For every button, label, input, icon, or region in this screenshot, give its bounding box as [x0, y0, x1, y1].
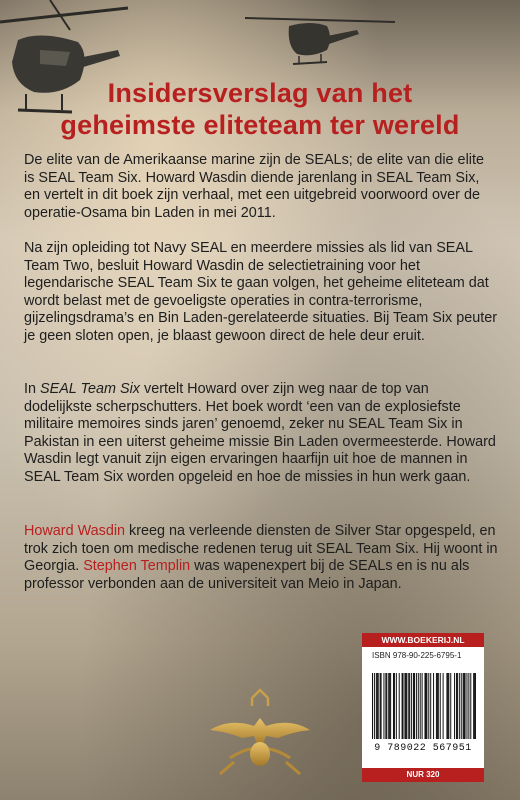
headline	[0, 77, 520, 141]
barcode-bar	[393, 673, 394, 739]
barcode-digits: 9 789022 567951	[374, 743, 472, 754]
helicopter-right-icon	[245, 2, 395, 72]
barcode-bar	[414, 673, 415, 739]
barcode-bar	[411, 673, 412, 739]
barcode-bar	[428, 673, 429, 739]
barcode-bar	[454, 673, 455, 739]
eagle-trident-emblem-icon	[200, 688, 320, 788]
barcode-bar	[390, 673, 391, 739]
nur-label: NUR 320	[362, 768, 484, 782]
barcode-bar	[377, 673, 378, 739]
author-bio-templin: was wapenexpert bij de SEALs en is nu als professor verbonden aan de universiteit van Meio in Japan.	[24, 558, 470, 592]
barcode-bar	[466, 673, 467, 739]
barcode-bar	[374, 673, 375, 739]
barcode-bar	[388, 673, 389, 739]
barcode-bar	[389, 673, 390, 739]
barcode-bar	[474, 673, 475, 739]
barcode-bar	[383, 673, 384, 739]
headline-line-1: Insidersverslag van het	[107, 78, 413, 108]
barcode-bar	[402, 673, 403, 739]
barcode-bar	[426, 673, 427, 739]
barcode-bar	[443, 673, 444, 739]
barcode-bar	[409, 673, 410, 739]
barcode-bar	[425, 673, 426, 739]
paragraph-book-title: SEAL Team Six	[40, 381, 140, 397]
barcode-bar	[437, 673, 438, 739]
barcode-bar	[422, 673, 423, 739]
barcode-bars	[372, 673, 476, 739]
barcode-bar	[416, 673, 417, 739]
barcode-bar	[399, 673, 400, 739]
barcode-panel	[362, 633, 484, 768]
barcode-bar	[463, 673, 464, 739]
barcode-bar	[433, 673, 434, 739]
paragraph-book-text: vertelt Howard over zijn weg naar de top van dodelijkste scherpschutters. Het boek wordt ‘een van de explosiefste militaire memoires sinds jaren’ genoemd, zeker nu SEAL Team Six in Pakistan in een uiterst geheime missie Bin Laden overmeesterde. Howard Wasdin legt vanuit zijn eigen ervaringen haarfijn uit hoe de mannen in SEAL Team Six worden opgeleid en hoe de missies in hun werk gaan.	[24, 381, 496, 485]
barcode-bar	[394, 673, 395, 739]
barcode-bar	[456, 673, 457, 739]
barcode-bar	[459, 673, 460, 739]
paragraph-training: Na zijn opleiding tot Navy SEAL en meerdere missies als lid van SEAL Team Two, besluit Howard Wasdin de selectietraining voor het legendarische SEAL Team Six te gaan volgen, het geheime eliteteam dat wordt belast met de gevoeligste operaties in contra-terrorisme, gijzelingsdrama’s en Bin Laden-gerelateerde situaties. Bij Team Six peuter je geen sloten open, je blaast gewoon direct de hele deur eruit.	[24, 240, 498, 344]
barcode-bar	[386, 673, 387, 739]
barcode-bar	[424, 673, 425, 739]
barcode-bar	[465, 673, 466, 739]
paragraph-authors	[24, 523, 498, 593]
barcode-bar	[420, 673, 421, 739]
barcode-bar	[372, 673, 373, 739]
paragraph-book-prefix: In	[24, 381, 40, 397]
barcode-bar	[405, 673, 406, 739]
author-bio-wasdin: kreeg na verleende diensten de Silver Star opgespeld, en trok zich toen om medische redenen terug uit SEAL Team Six. Hij woont in Georgia.	[24, 523, 498, 575]
barcode-bar	[473, 673, 474, 739]
barcode-bar	[408, 673, 409, 739]
author-name-wasdin: Howard Wasdin	[24, 523, 126, 539]
barcode-bar	[376, 673, 377, 739]
barcode-bar	[380, 673, 381, 739]
barcode-bar	[430, 673, 431, 739]
barcode-bar	[468, 673, 469, 739]
isbn-label: ISBN 978-90-225-6795-1	[372, 651, 462, 660]
barcode-bar	[403, 673, 404, 739]
barcode-bar	[448, 673, 449, 739]
barcode-bar	[418, 673, 419, 739]
paragraph-intro: De elite van de Amerikaanse marine zijn de SEALs; de elite van die elite is SEAL Team Six. Howard Wasdin diende jarenlang in SEAL Team Six, en vertelt in dit boek zijn verhaal, met een uitgebreid voorwoord over de operatie-Osama bin Laden in mei 2011.	[24, 152, 484, 221]
author-name-templin: Stephen Templin	[83, 558, 191, 575]
barcode-bar	[385, 673, 386, 739]
barcode-bar	[447, 673, 448, 739]
barcode-bar	[381, 673, 382, 739]
barcode-bar	[413, 673, 414, 739]
publisher-url[interactable]: WWW.BOEKERIJ.NL	[362, 633, 484, 647]
barcode-bar	[464, 673, 465, 739]
barcode-bar	[457, 673, 458, 739]
barcode-bar	[461, 673, 462, 739]
barcode-bar	[404, 673, 405, 739]
barcode-bar	[378, 673, 379, 739]
barcode-bar	[450, 673, 451, 739]
barcode-bar	[470, 673, 471, 739]
headline-line-2: geheimste eliteteam ter wereld	[60, 110, 460, 140]
barcode-bar	[396, 673, 397, 739]
paragraph-book	[24, 381, 498, 487]
barcode-bar	[406, 673, 407, 739]
barcode-bar	[475, 673, 476, 739]
barcode-bar	[436, 673, 437, 739]
barcode-bar	[438, 673, 439, 739]
barcode-bar	[446, 673, 447, 739]
barcode-bar	[440, 673, 441, 739]
